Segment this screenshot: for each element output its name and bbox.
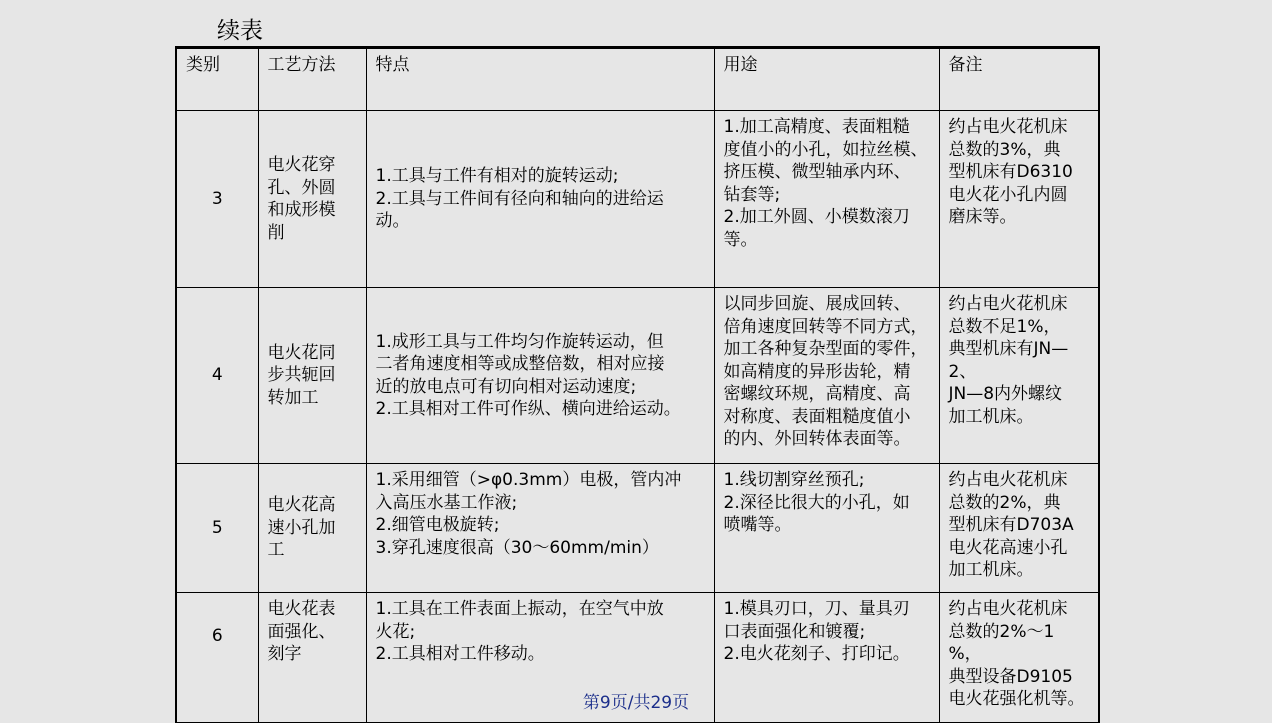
row-usage: 1.线切割穿丝预孔; 2.深径比很大的小孔，如 喷嘴等。 — [714, 464, 939, 593]
row-features: 1.成形工具与工件均匀作旋转运动，但 二者角速度相等或成整倍数，相对应接 近的放电点可有切向相对运动速度; 2.工具相对工件可作纵、横向进给运动。 — [366, 288, 714, 464]
row-features: 1.工具与工件有相对的旋转运动; 2.工具与工件间有径向和轴向的进给运 动。 — [366, 111, 714, 288]
header-category: 类别 — [176, 48, 258, 111]
header-usage: 用途 — [714, 48, 939, 111]
row-remarks: 约占电火花机床 总数的2%，典 型机床有D703A 电火花高速小孔 加工机床。 — [939, 464, 1099, 593]
row-remarks: 约占电火花机床 总数的3%，典 型机床有D6310 电火花小孔内圆 磨床等。 — [939, 111, 1099, 288]
row-method: 电火花表 面强化、 刻字 — [258, 593, 366, 723]
process-table — [175, 46, 1100, 723]
row-category: 5 — [176, 464, 258, 593]
row-category: 4 — [176, 288, 258, 464]
row-usage: 1.加工高精度、表面粗糙 度值小的小孔，如拉丝模、 挤压模、微型轴承内环、 钻套等; 2.加工外圆、小模数滚刀 等。 — [714, 111, 939, 288]
row-category: 6 — [176, 593, 258, 723]
header-remarks: 备注 — [939, 48, 1099, 111]
row-method: 电火花高 速小孔加 工 — [258, 464, 366, 593]
row-remarks: 约占电火花机床 总数不足1%， 典型机床有JN— 2、 JN—8内外螺纹 加工机床。 — [939, 288, 1099, 464]
row-category: 3 — [176, 111, 258, 288]
table-row — [176, 288, 1099, 464]
row-usage: 1.模具刃口，刀、量具刃 口表面强化和镀覆; 2.电火花刻子、打印记。 — [714, 593, 939, 723]
page-number: 第9页/共29页 — [582, 693, 690, 713]
table-header-row — [176, 48, 1099, 111]
row-method: 电火花穿 孔、外圆 和成形模 削 — [258, 111, 366, 288]
header-features: 特点 — [366, 48, 714, 111]
page-title: 续表 — [217, 18, 263, 44]
row-method: 电火花同 步共轭回 转加工 — [258, 288, 366, 464]
row-remarks: 约占电火花机床 总数的2%～1 %， 典型设备D9105 电火花强化机等。 — [939, 593, 1099, 723]
header-method: 工艺方法 — [258, 48, 366, 111]
row-features: 1.采用细管（>φ0.3mm）电极，管内冲 入高压水基工作液; 2.细管电极旋转; 3.穿孔速度很高（30～60mm/min） — [366, 464, 714, 593]
table-row — [176, 464, 1099, 593]
row-features: 1.工具在工件表面上振动，在空气中放 火花; 2.工具相对工件移动。 — [366, 593, 714, 723]
table-row — [176, 111, 1099, 288]
row-usage: 以同步回旋、展成回转、 倍角速度回转等不同方式， 加工各种复杂型面的零件， 如高精度的异形齿轮，精 密螺纹环规，高精度、高 对称度、表面粗糙度值小 的内、外回转体表面等。 — [714, 288, 939, 464]
